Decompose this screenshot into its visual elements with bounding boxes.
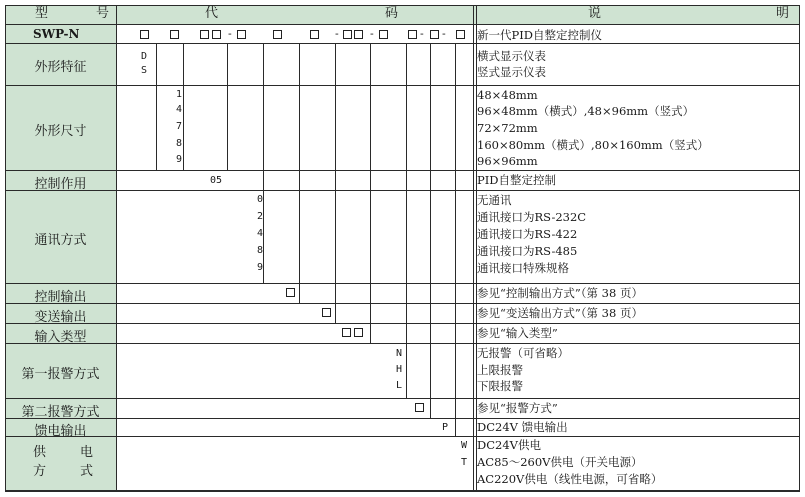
- code-shape-s: S: [140, 65, 148, 76]
- pattern-dash-1: -: [228, 27, 232, 40]
- desc-power-2: AC85～260V供电（开关电源）: [477, 455, 643, 469]
- label-ctrl-out: 控制输出: [34, 290, 87, 305]
- label-power-a: 供: [33, 445, 47, 460]
- label-power-d: 式: [80, 464, 94, 479]
- header-code-a: 代: [205, 6, 219, 21]
- pattern-box-13: [456, 30, 465, 39]
- label-shape: 外形特征: [34, 60, 87, 75]
- label-input: 输入类型: [34, 330, 87, 345]
- desc-comm-4: 通讯接口为RS-485: [477, 244, 578, 258]
- code-alarm1-n: N: [395, 348, 403, 359]
- header-type-b: 号: [96, 6, 110, 21]
- pattern-box-5: [237, 30, 246, 39]
- input-code-box-2: [354, 328, 363, 337]
- desc-alarm1-3: 下限报警: [477, 379, 523, 393]
- code-size-1: 1: [175, 89, 183, 100]
- desc-ctrl-out: 参见“控制输出方式”（第 38 页）: [477, 286, 643, 300]
- code-size-9: 9: [175, 154, 183, 165]
- label-comm: 通讯方式: [34, 233, 87, 248]
- desc-alarm1-1: 无报警（可省略）: [477, 346, 569, 360]
- model-description: 新一代PID自整定控制仪: [477, 28, 602, 42]
- pattern-box-2: [170, 30, 179, 39]
- code-comm-2: 2: [256, 211, 264, 222]
- desc-size-3: 72×72mm: [477, 121, 538, 135]
- desc-size-2: 96×48mm（横式）,48×96mm（竖式）: [477, 104, 695, 118]
- desc-alarm2: 参见“报警方式”: [477, 401, 558, 415]
- model-name: SWP-N: [33, 27, 80, 41]
- label-trans-out: 变送输出: [34, 310, 87, 325]
- header-desc-a: 说: [588, 6, 602, 21]
- desc-shape-1: 横式显示仪表: [477, 49, 546, 63]
- alarm2-code-box: [415, 403, 424, 412]
- pattern-dash-2: -: [335, 27, 339, 40]
- header-desc-b: 明: [776, 6, 790, 21]
- desc-size-5: 96×96mm: [477, 154, 538, 168]
- label-power-b: 电: [80, 445, 94, 460]
- pattern-box-12: [430, 30, 439, 39]
- header-band: [5, 5, 800, 24]
- pattern-box-8: [343, 30, 352, 39]
- code-alarm1-h: H: [395, 364, 403, 375]
- ctrl-out-code-box: [286, 288, 295, 297]
- desc-alarm1-2: 上限报警: [477, 363, 523, 377]
- code-power-w: W: [460, 440, 468, 451]
- code-size-8: 8: [175, 138, 183, 149]
- code-comm-8: 8: [256, 245, 264, 256]
- pattern-box-1: [140, 30, 149, 39]
- input-code-box-1: [342, 328, 351, 337]
- desc-comm-3: 通讯接口为RS-422: [477, 227, 578, 241]
- label-alarm1: 第一报警方式: [21, 367, 100, 382]
- desc-trans-out: 参见“变送输出方式”（第 38 页）: [477, 306, 643, 320]
- desc-comm-5: 通讯接口特殊规格: [477, 261, 569, 275]
- label-feed: 馈电输出: [34, 424, 87, 439]
- pattern-box-6: [273, 30, 282, 39]
- pattern-box-9: [354, 30, 363, 39]
- label-alarm2: 第二报警方式: [21, 405, 100, 420]
- code-comm-9: 9: [256, 262, 264, 273]
- desc-comm-2: 通讯接口为RS-232C: [477, 210, 587, 224]
- code-size-7: 7: [175, 121, 183, 132]
- desc-comm-1: 无通讯: [477, 193, 512, 207]
- desc-power-1: DC24V供电: [477, 438, 541, 452]
- pattern-dash-5: -: [442, 27, 446, 40]
- code-shape-d: D: [140, 51, 148, 62]
- header-type-a: 型: [35, 6, 49, 21]
- code-power-t: T: [460, 457, 468, 468]
- header-code-b: 码: [385, 6, 399, 21]
- code-feed-p: P: [441, 422, 449, 433]
- desc-size-4: 160×80mm（横式）,80×160mm（竖式）: [477, 138, 709, 152]
- label-control: 控制作用: [34, 177, 87, 192]
- pattern-box-3: [200, 30, 209, 39]
- code-comm-4: 4: [256, 228, 264, 239]
- desc-feed: DC24V 馈电输出: [477, 420, 568, 434]
- pattern-box-11: [408, 30, 417, 39]
- label-size: 外形尺寸: [34, 124, 87, 139]
- desc-input: 参见“输入类型”: [477, 326, 558, 340]
- code-comm-0: 0: [256, 194, 264, 205]
- pattern-dash-4: -: [420, 27, 424, 40]
- pattern-box-4: [212, 30, 221, 39]
- code-alarm1-l: L: [395, 380, 403, 391]
- code-size-4: 4: [175, 104, 183, 115]
- pattern-box-10: [379, 30, 388, 39]
- trans-out-code-box: [322, 308, 331, 317]
- band-power: [5, 436, 116, 491]
- model-code-pattern: [117, 28, 473, 42]
- label-power-c: 方: [33, 464, 47, 479]
- desc-control: PID自整定控制: [477, 173, 557, 187]
- code-control: 05: [209, 175, 223, 186]
- desc-power-3: AC220V供电（线性电源，可省略）: [477, 472, 663, 486]
- desc-shape-2: 竖式显示仪表: [477, 65, 546, 79]
- pattern-box-7: [310, 30, 319, 39]
- pattern-dash-3: -: [370, 27, 374, 40]
- desc-size-1: 48×48mm: [477, 88, 538, 102]
